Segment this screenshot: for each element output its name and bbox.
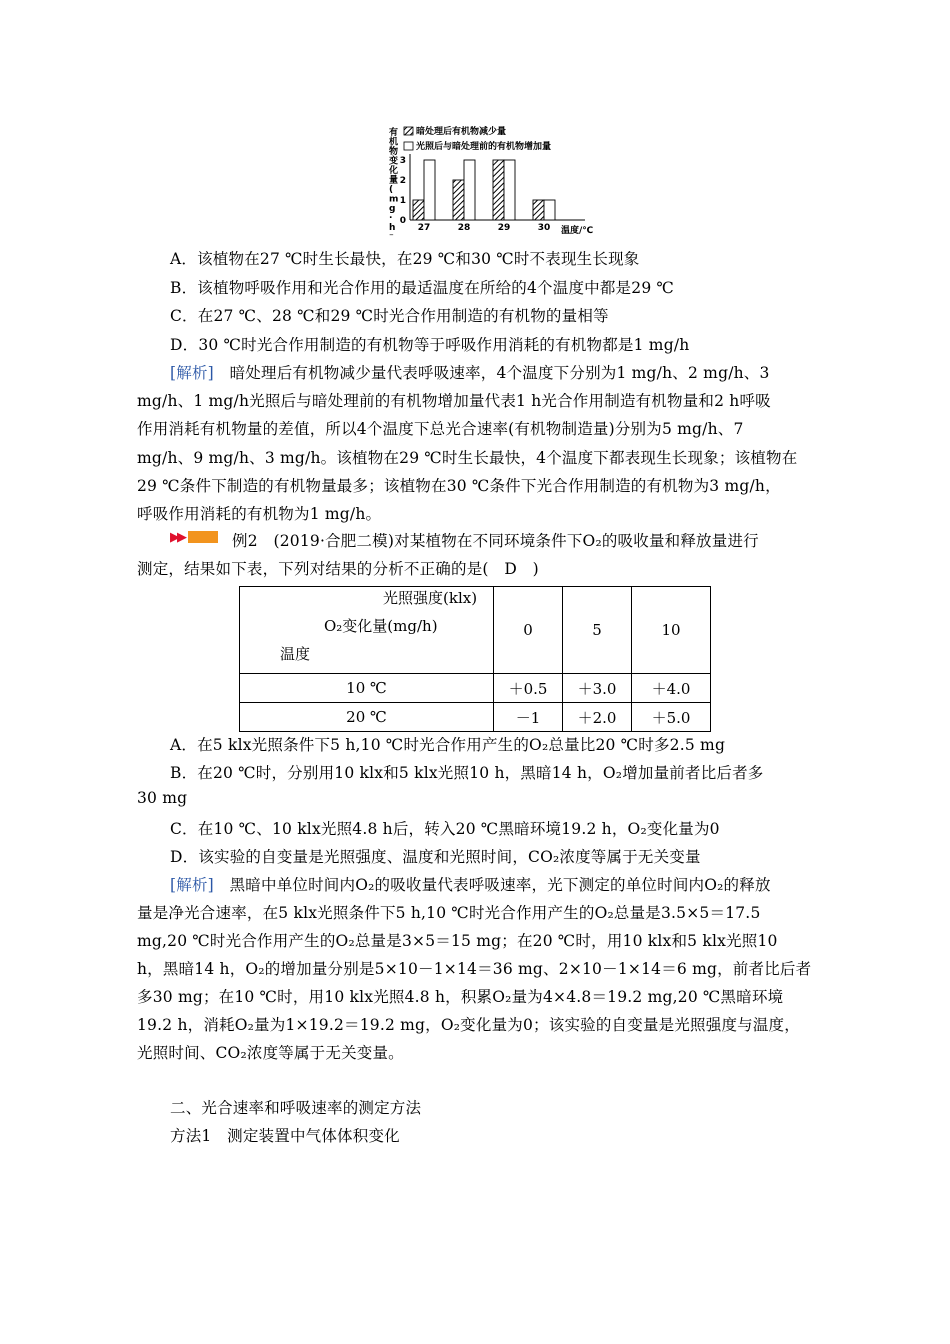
x-tick-label: 30 (537, 223, 551, 233)
orange-label-icon (188, 531, 218, 543)
q1-option-d: D．30 ℃时光合作用制造的有机物等于呼吸作用消耗的有机物都是1 mg/h (170, 336, 690, 354)
q2-analysis-line: mg,20 ℃时光合作用产生的O₂总量是3×5＝15 mg；在20 ℃时，用10 klx和5 klx光照10 (137, 932, 778, 950)
q1-option-c: C．在27 ℃、28 ℃和29 ℃时光合作用制造的有机物的量相等 (170, 307, 609, 325)
y-label-char: g (389, 204, 396, 214)
q2-analysis-line: h，黑暗14 h，O₂的增加量分别是5×10－1×14＝36 mg、2×10－1×14＝6 mg，前者比后者 (137, 960, 812, 978)
y-label-char: ⁻ (389, 232, 394, 240)
double-arrow-icon: ▶▶ (170, 529, 184, 545)
q2-option-d: D．该实验的自变量是光照强度、温度和光照时间，CO₂浓度等属于无关变量 (170, 848, 701, 866)
example-badge (170, 528, 218, 546)
q2-analysis-line (170, 873, 771, 895)
row-temp: 20 ℃ (240, 703, 494, 732)
table-cell: ＋0.5 (494, 674, 563, 703)
q1-analysis-text: 暗处理后有机物减少量代表呼吸速率，4个温度下分别为1 mg/h、2 mg/h、3 (229, 364, 770, 382)
q2-option-c: C．在10 ℃、10 klx光照4.8 h后，转入20 ℃黑暗环境19.2 h，O₂变化量为0 (170, 820, 720, 838)
y-label-char: · (389, 213, 393, 224)
bar-dark-loss (453, 180, 464, 220)
table-cell: ＋5.0 (632, 703, 711, 732)
q1-analysis-line: 作用消耗有机物量的差值，所以4个温度下总光合速率(有机物制造量)分别为5 mg/h、7 (137, 420, 744, 438)
legend-label: 光照后与暗处理前的有机物增加量 (416, 142, 552, 152)
table-cell: ＋2.0 (563, 703, 632, 732)
y-label-char: 物 (389, 147, 399, 157)
q1-analysis-line: mg/h、1 mg/h光照后与暗处理前的有机物增加量代表1 h光合作用制造有机物量和2 h呼吸 (137, 392, 771, 410)
y-tick-label: 0 (399, 216, 406, 226)
y-label-char: m (389, 194, 399, 205)
q1-analysis-line: mg/h、9 mg/h、3 mg/h。该植物在29 ℃时生长最快，4个温度下都表现生长现象；该植物在 (137, 449, 798, 467)
column-header: 10 (632, 587, 711, 674)
q2-option-a: A．在5 klx光照条件下5 h,10 ℃时光合作用产生的O₂总量比20 ℃时多2.5 mg (170, 736, 726, 754)
bar-dark-loss (493, 160, 504, 220)
column-header: 0 (494, 587, 563, 674)
bar-light-gain (424, 160, 435, 220)
q2-analysis-line: 量是净光合速率，在5 klx光照条件下5 h,10 ℃时光合作用产生的O₂总量是3.5×5＝17.5 (137, 904, 761, 922)
y-label-char: ( (389, 185, 394, 195)
chart-legend (404, 125, 551, 152)
legend-swatch (404, 127, 413, 135)
q1-analysis-line: 呼吸作用消耗的有机物为1 mg/h。 (137, 505, 382, 523)
q2-analysis-line: 光照时间、CO₂浓度等属于无关变量。 (137, 1044, 404, 1062)
x-axis-label: 温度/℃ (561, 226, 594, 236)
q1-analysis-line: 29 ℃条件下制造的有机物量最多；该植物在30 ℃条件下光合作用制造的有机物为3 mg/h， (137, 477, 781, 495)
x-tick-label: 29 (497, 223, 511, 233)
y-tick-label: 2 (399, 176, 406, 186)
legend-swatch (404, 142, 413, 150)
y-tick-label: 1 (399, 196, 406, 206)
q2-option-b: B．在20 ℃时，分别用10 klx和5 klx光照10 h，黑暗14 h，O₂增加量前者比后者多 (170, 764, 764, 782)
q2-option-b-cont: 30 mg (137, 789, 188, 807)
y-label-char: h (389, 223, 396, 233)
table-cell: －1 (494, 703, 563, 732)
header-temp: 温度 (280, 645, 311, 663)
bar-light-gain (544, 200, 555, 220)
data-table (239, 586, 711, 732)
y-axis-label (388, 126, 398, 240)
header-light: 光照强度(klx) (383, 589, 478, 607)
header-o2: O₂变化量(mg/h) (324, 617, 438, 635)
x-tick-label: 28 (457, 223, 471, 233)
analysis-tag: [解析] (170, 876, 214, 894)
q1-option-a: A．该植物在27 ℃时生长最快，在29 ℃和30 ℃时不表现生长现象 (170, 250, 640, 268)
table-header-diagonal (240, 587, 494, 674)
q2-analysis-line: 19.2 h，消耗O₂量为1×19.2＝19.2 mg，O₂变化量为0；该实验的自变量是光照强度与温度， (137, 1016, 800, 1034)
y-label-char: 量 (389, 175, 399, 186)
table-cell: ＋4.0 (632, 674, 711, 703)
bar-chart (380, 125, 620, 240)
bar-light-gain (504, 160, 515, 220)
analysis-tag: [解析] (170, 364, 214, 382)
y-tick-label: 3 (399, 156, 406, 166)
bar-dark-loss (413, 200, 424, 220)
q2-stem: 测定，结果如下表，下列对结果的分析不正确的是( D ) (137, 560, 539, 578)
legend-label: 暗处理后有机物减少量 (416, 127, 507, 137)
y-label-char: 机 (389, 137, 399, 148)
section-heading: 二、光合速率和呼吸速率的测定方法 (170, 1099, 422, 1117)
q2-analysis-line: 多30 mg；在10 ℃时，用10 klx光照4.8 h，积累O₂量为4×4.8＝19.2 mg,20 ℃黑暗环境 (137, 988, 784, 1006)
y-label-char: 有 (389, 128, 399, 138)
column-header: 5 (563, 587, 632, 674)
table-row (240, 674, 711, 703)
bar-light-gain (464, 160, 475, 220)
table-cell: ＋3.0 (563, 674, 632, 703)
row-temp: 10 ℃ (240, 674, 494, 703)
q2-stem: 例2 (2019·合肥二模)对某植物在不同环境条件下O₂的吸收量和释放量进行 (232, 532, 759, 550)
q1-option-b: B．该植物呼吸作用和光合作用的最适温度在所给的4个温度中都是29 ℃ (170, 279, 675, 297)
method-heading: 方法1 测定装置中气体体积变化 (170, 1127, 400, 1145)
q1-analysis-line (170, 361, 770, 383)
bar-dark-loss (533, 200, 544, 220)
q2-analysis-text: 黑暗中单位时间内O₂的吸收量代表呼吸速率，光下测定的单位时间内O₂的释放 (229, 876, 771, 894)
y-label-char: 变 (389, 156, 399, 167)
y-label-char: 化 (389, 166, 399, 176)
table-row (240, 703, 711, 732)
x-tick-label: 27 (417, 223, 431, 233)
